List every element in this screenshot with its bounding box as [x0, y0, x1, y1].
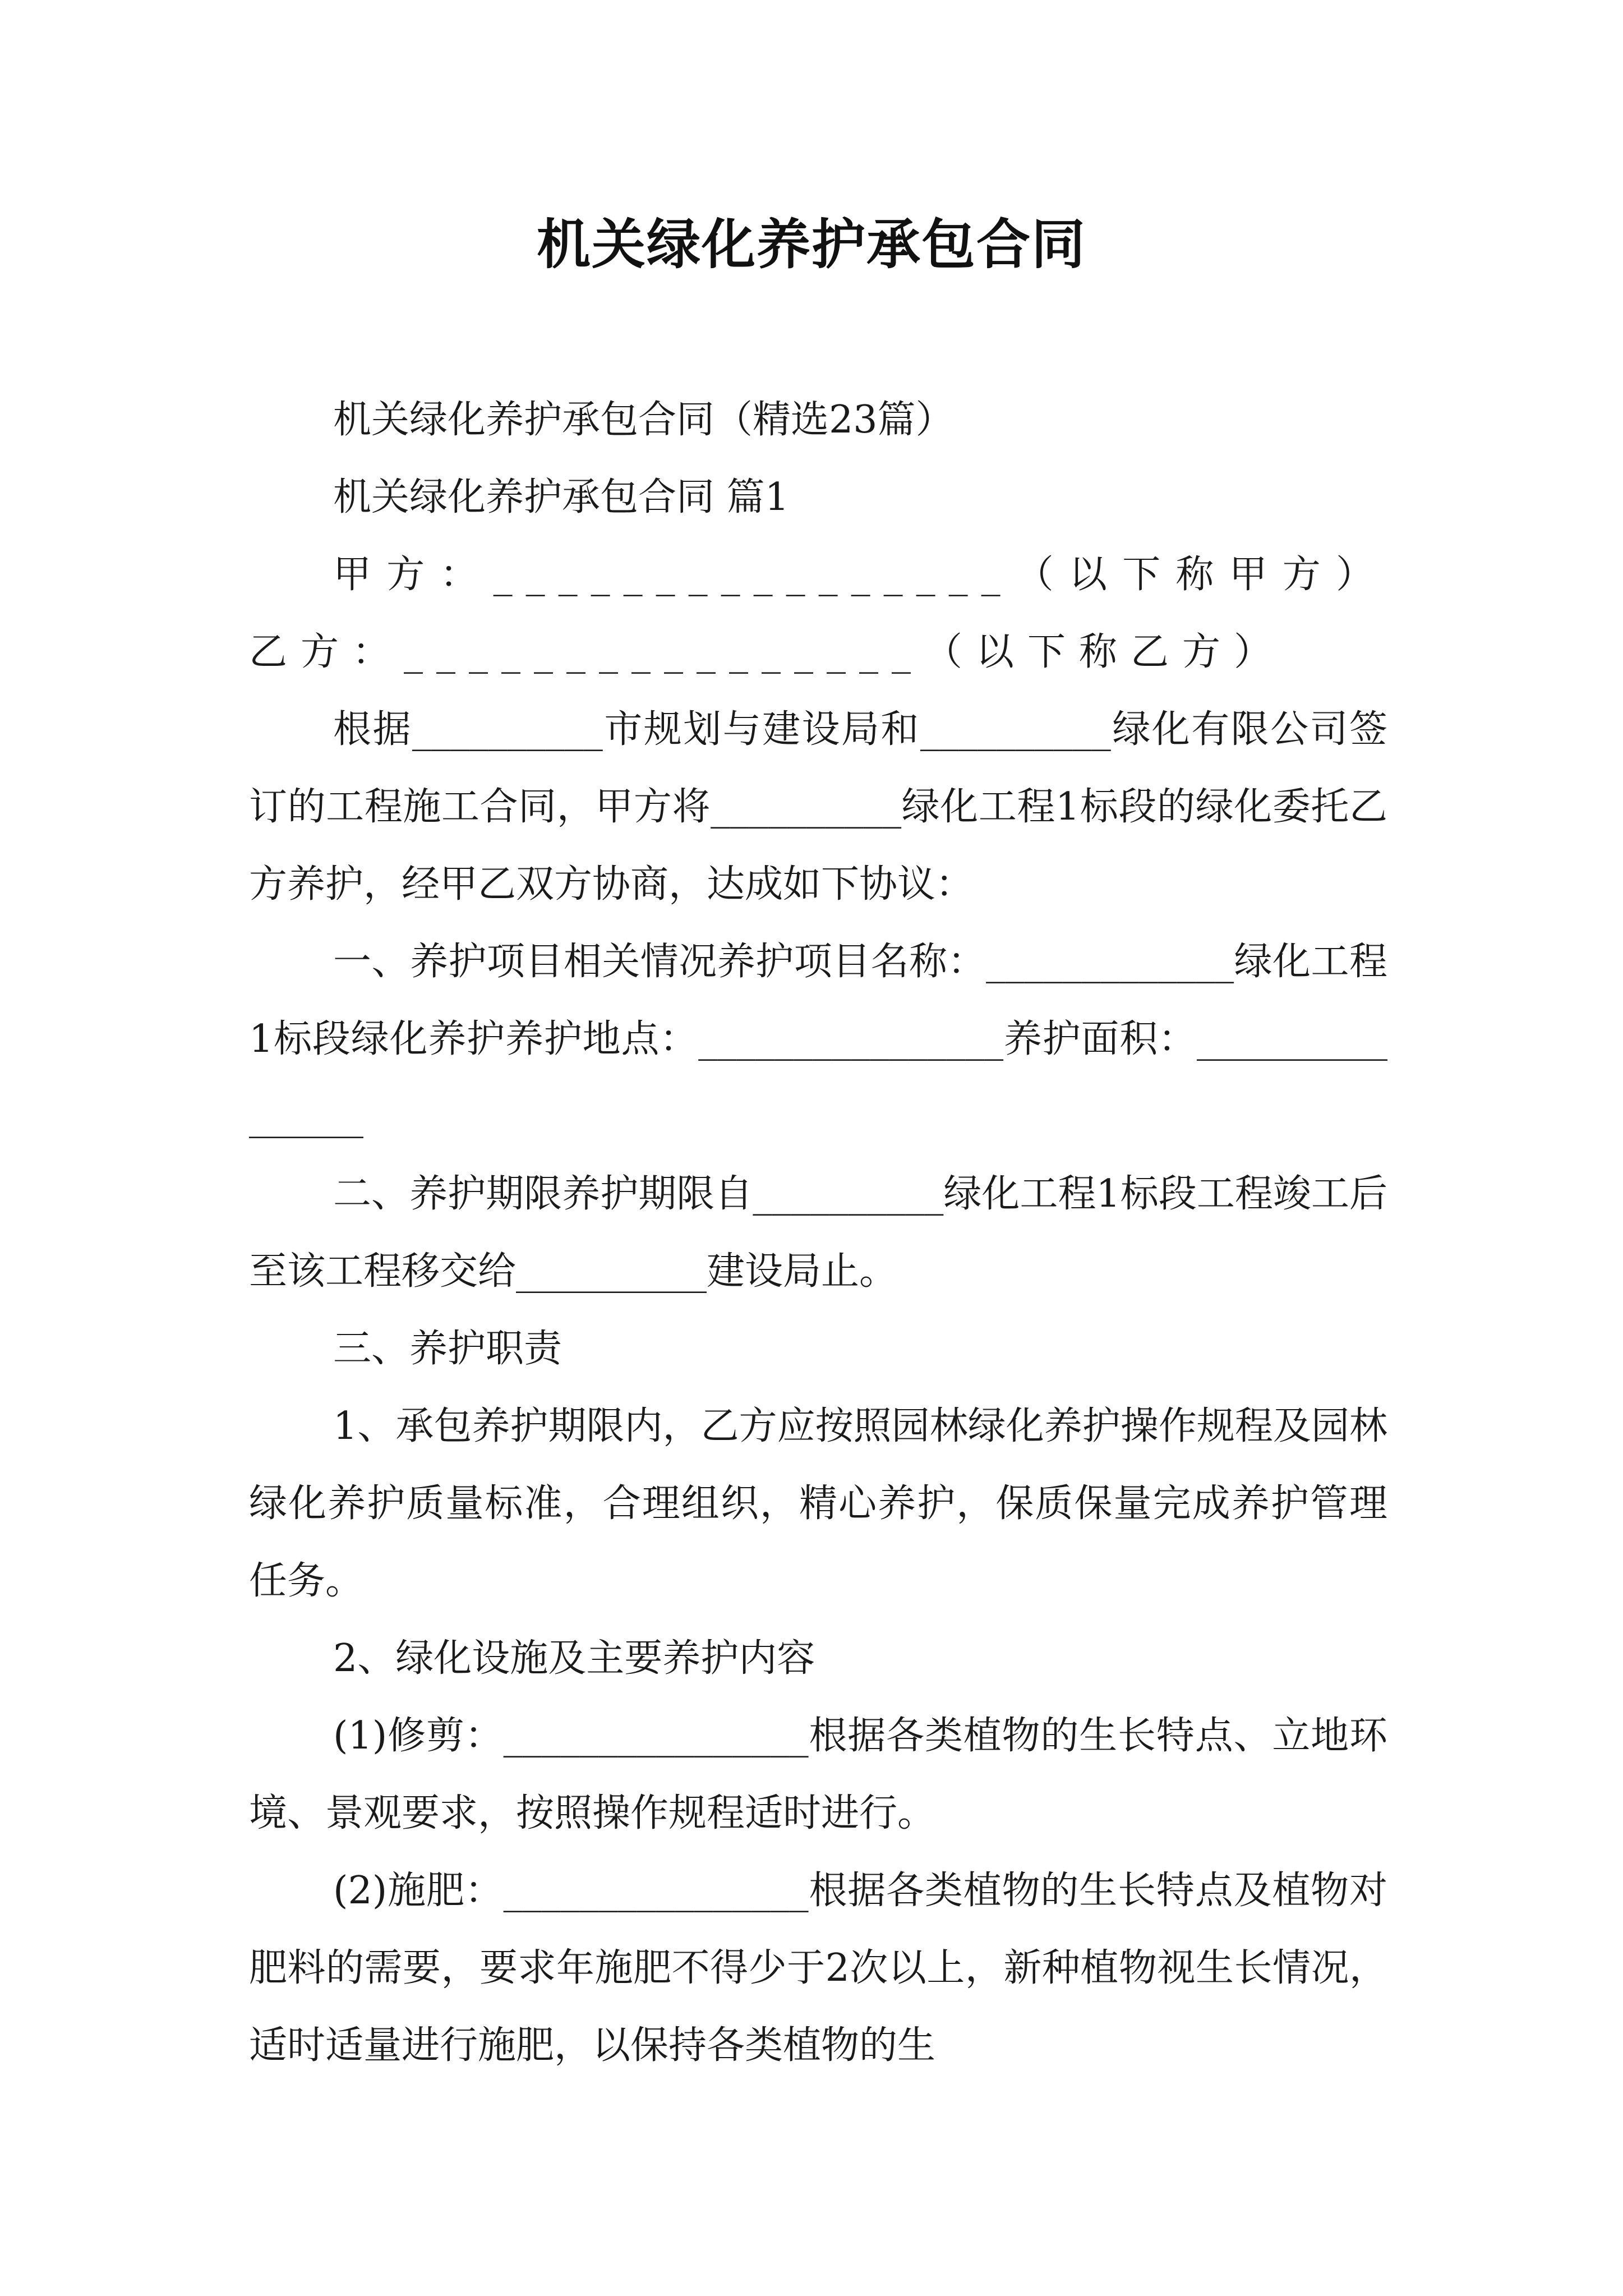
document-body: [249, 381, 1387, 2085]
paragraph-pruning: (1)修剪：________________根据各类植物的生长特点、立地环境、景观要求，按照操作规程适时进行。: [249, 1714, 1387, 1835]
paragraph-item-1: 1、承包养护期限内，乙方应按照园林绿化养护操作规程及园林绿化养护质量标准，合理组织，精心养护，保质保量完成养护管理任务。: [249, 1404, 1387, 1603]
paragraph-subtitle: 机关绿化养护承包合同（精选23篇）: [333, 398, 954, 442]
paragraph-clause-2: 二、养护期限养护期限自__________绿化工程1标段工程竣工后至该工程移交给__________建设局止。: [249, 1172, 1387, 1294]
paragraph-clause-3-heading: 三、养护职责: [333, 1327, 562, 1371]
paragraph-fertilizing: (2)施肥：________________根据各类植物的生长特点及植物对肥料的需要，要求年施肥不得少于2次以上，新种植物视生长情况，适时适量进行施肥，以保持各类植物的生: [249, 1869, 1387, 2068]
paragraph-clause-1: 一、养护项目相关情况养护项目名称：_____________绿化工程1标段绿化养护养护地点：________________养护面积：________________: [249, 940, 1387, 1139]
paragraph-preamble: 根据__________市规划与建设局和__________绿化有限公司签订的工程施工合同，甲方将__________绿化工程1标段的绿化委托乙方养护，经甲乙双方协商，达成如下协议：: [249, 707, 1387, 907]
paragraph-section-heading: 机关绿化养护承包合同 篇1: [333, 475, 789, 519]
paragraph-parties: 甲方：________________（以下称甲方）乙方：________________（以下称乙方）: [249, 553, 1387, 674]
paragraph-item-2: 2、绿化设施及主要养护内容: [333, 1636, 815, 1681]
document-title: 机关绿化养护承包合同: [537, 213, 1086, 276]
